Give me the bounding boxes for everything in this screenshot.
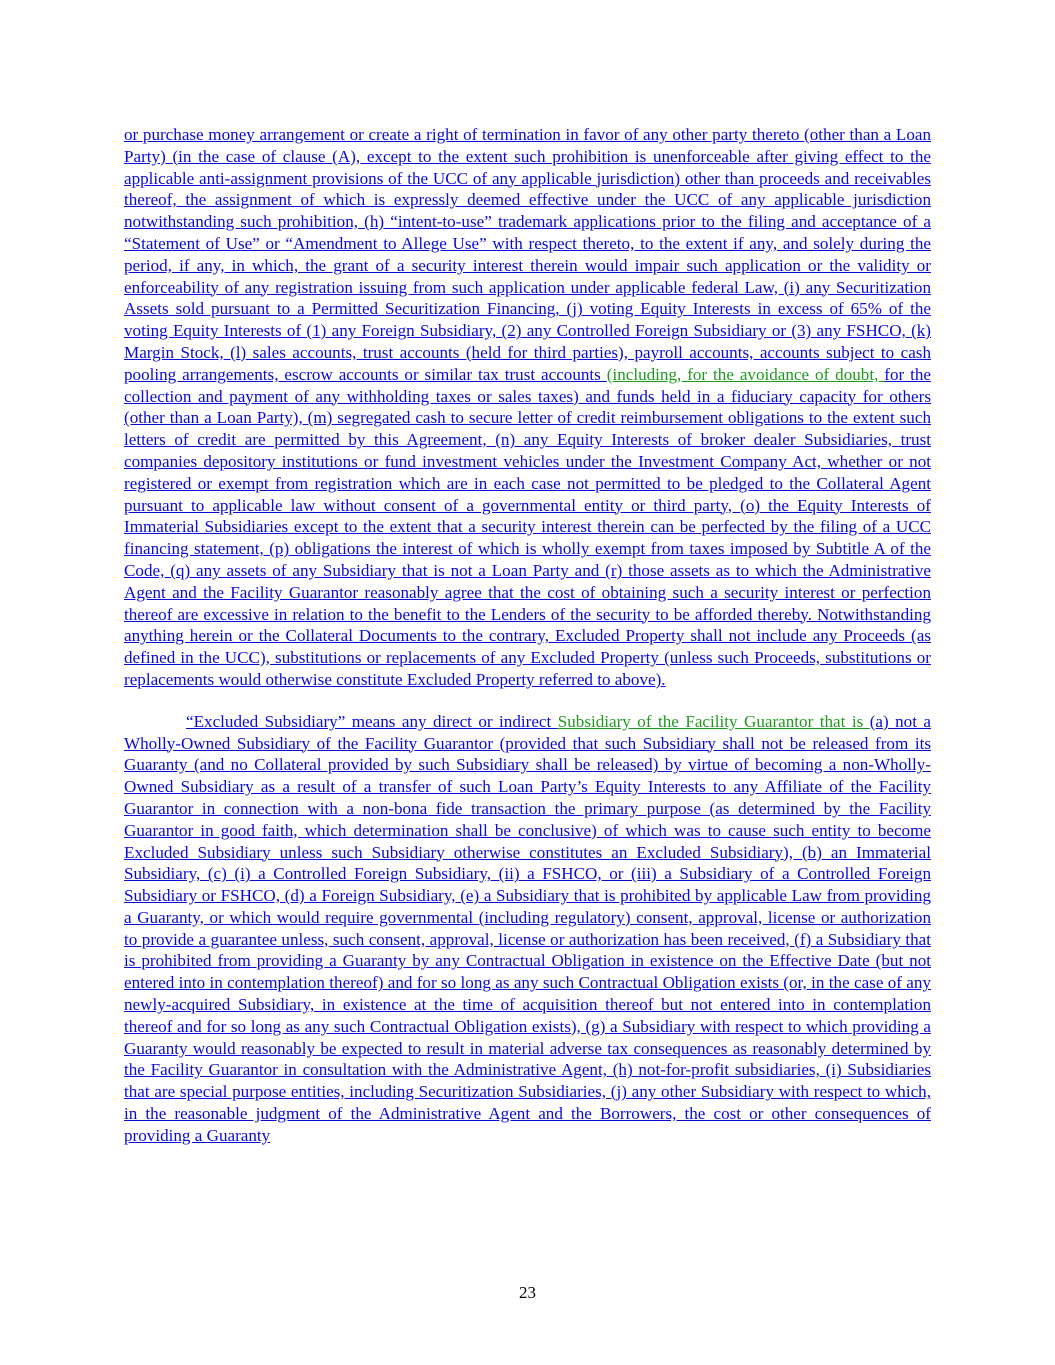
inserted-text: or purchase money arrangement or create a right of termination in favor of any other party thereto (other than a Loan Party) (in the case of clause (A), except to the extent such prohibition is unenforceable after giving effect to the applicable anti-assignment provisions of the UCC of any applicable jurisdiction) other than proceeds and receivables thereof, the assignment of which is expressly deemed effective under the UCC of any applicable jurisdiction notwithstanding such prohibition, (h) “intent-to-use” trademark applications prior to the filing and acceptance of a “Statement of Use” or “Amendment to Allege Use” with respect thereto, to the extent if any, and solely during the period, if any, in which, the grant of a security interest therein would impair such application or the validity or enforceability of any registration issuing from such application under applicable federal Law, (i) any Securitization Assets sold pursuant to a Permitted Securitization Financing, (j) voting Equity Interests in excess of 65% of the voting Equity Interests of (1) any Foreign Subsidiary, (2) any Controlled Foreign Subsidiary or (3) any FSHCO, (k) Margin Stock, (l) sales accounts, trust accounts (held for third parties), payroll accounts, accounts subject to cash pooling arrangements, escrow accounts or similar tax trust accounts bbox=[124, 125, 931, 384]
paragraph-excluded-subsidiary bbox=[124, 711, 931, 1147]
document-body bbox=[124, 124, 931, 1147]
paragraph-excluded-property-continued bbox=[124, 124, 931, 691]
moved-text: Subsidiary of the Facility Guarantor that is bbox=[557, 711, 870, 731]
page-number: 23 bbox=[519, 1283, 536, 1302]
inserted-text: (a) not a Wholly-Owned Subsidiary of the Facility Guarantor (provided that such Subsidiary shall not be released from its Guaranty (and no Collateral provided by such Subsidiary shall be released) by virtue of becoming a non-Wholly-Owned Subsidiary as a result of a transfer of such Loan Party’s Equity Interests to any Affiliate of the Facility Guarantor in connection with a non-bona fide transaction the primary purpose (as determined by the Facility Guarantor in good faith, which determination shall be conclusive) of which was to cause such entity to become Excluded Subsidiary unless such Subsidiary otherwise constitutes an Excluded Subsidiary), (b) an Immaterial Subsidiary, (c) (i) a Controlled Foreign Subsidiary, (ii) a FSHCO, or (iii) a Subsidiary of a Controlled Foreign Subsidiary or FSHCO, (d) a Foreign Subsidiary, (e) a Subsidiary that is prohibited by applicable Law from providing a Guaranty, or which would require governmental (including regulatory) consent, approval, license or authorization to provide a guarantee unless, such consent, approval, license or authorization has been received, (f) a Subsidiary that is prohibited from providing a Guaranty by any Contractual Obligation in existence on the Effective Date (but not entered into in contemplation thereof) and for so long as any such Contractual Obligation exists (or, in the case of any newly-acquired Subsidiary, in existence at the time of acquisition thereof but not entered into in contemplation thereof and for so long as any such Contractual Obligation exists), (g) a Subsidiary with respect to which providing a Guaranty would reasonably be expected to result in material adverse tax consequences as reasonably determined by the Facility Guarantor in consultation with the Administrative Agent, (h) not-for-profit subsidiaries, (i) Subsidiaries that are special purpose entities, including Securitization Subsidiaries, (j) any other Subsidiary with respect to which, in the reasonable judgment of the Administrative Agent and the Borrowers, the cost or other consequences of providing a Guaranty bbox=[124, 711, 931, 1145]
inserted-text: “Excluded Subsidiary” means any direct or indirect bbox=[186, 711, 558, 731]
inserted-text: for the collection and payment of any withholding taxes or sales taxes) and funds held in a fiduciary capacity for others (other than a Loan Party), (m) segregated cash to secure letter of credit reimbursement obligations to the extent such letters of credit are permitted by this Agreement, (n) any Equity Interests of broker dealer Subsidiaries, trust companies depository institutions or fund investment vehicles under the Investment Company Act, whether or not registered or exempt from registration which are in each case not permitted to be pledged to the Collateral Agent pursuant to applicable law without consent of a governmental entity or third party, (o) the Equity Interests of Immaterial Subsidiaries except to the extent that a security interest therein can be perfected by the filing of a UCC financing statement, (p) obligations the interest of which is wholly exempt from taxes imposed by Subtitle A of the Code, (q) any assets of any Subsidiary that is not a Loan Party and (r) those assets as to which the Administrative Agent and the Facility Guarantor reasonably agree that the cost of obtaining such a security interest or perfection thereof are excessive in relation to the benefit to the Lenders of the security to be afforded thereby. Notwithstanding anything herein or the Collateral Documents to the contrary, Excluded Property shall not include any Proceeds (as defined in the UCC), substitutions or replacements of any Excluded Property (unless such Proceeds, substitutions or replacements would otherwise constitute Excluded Property referred to above). bbox=[124, 364, 932, 689]
moved-text: (including, for the avoidance of doubt, bbox=[606, 364, 885, 384]
